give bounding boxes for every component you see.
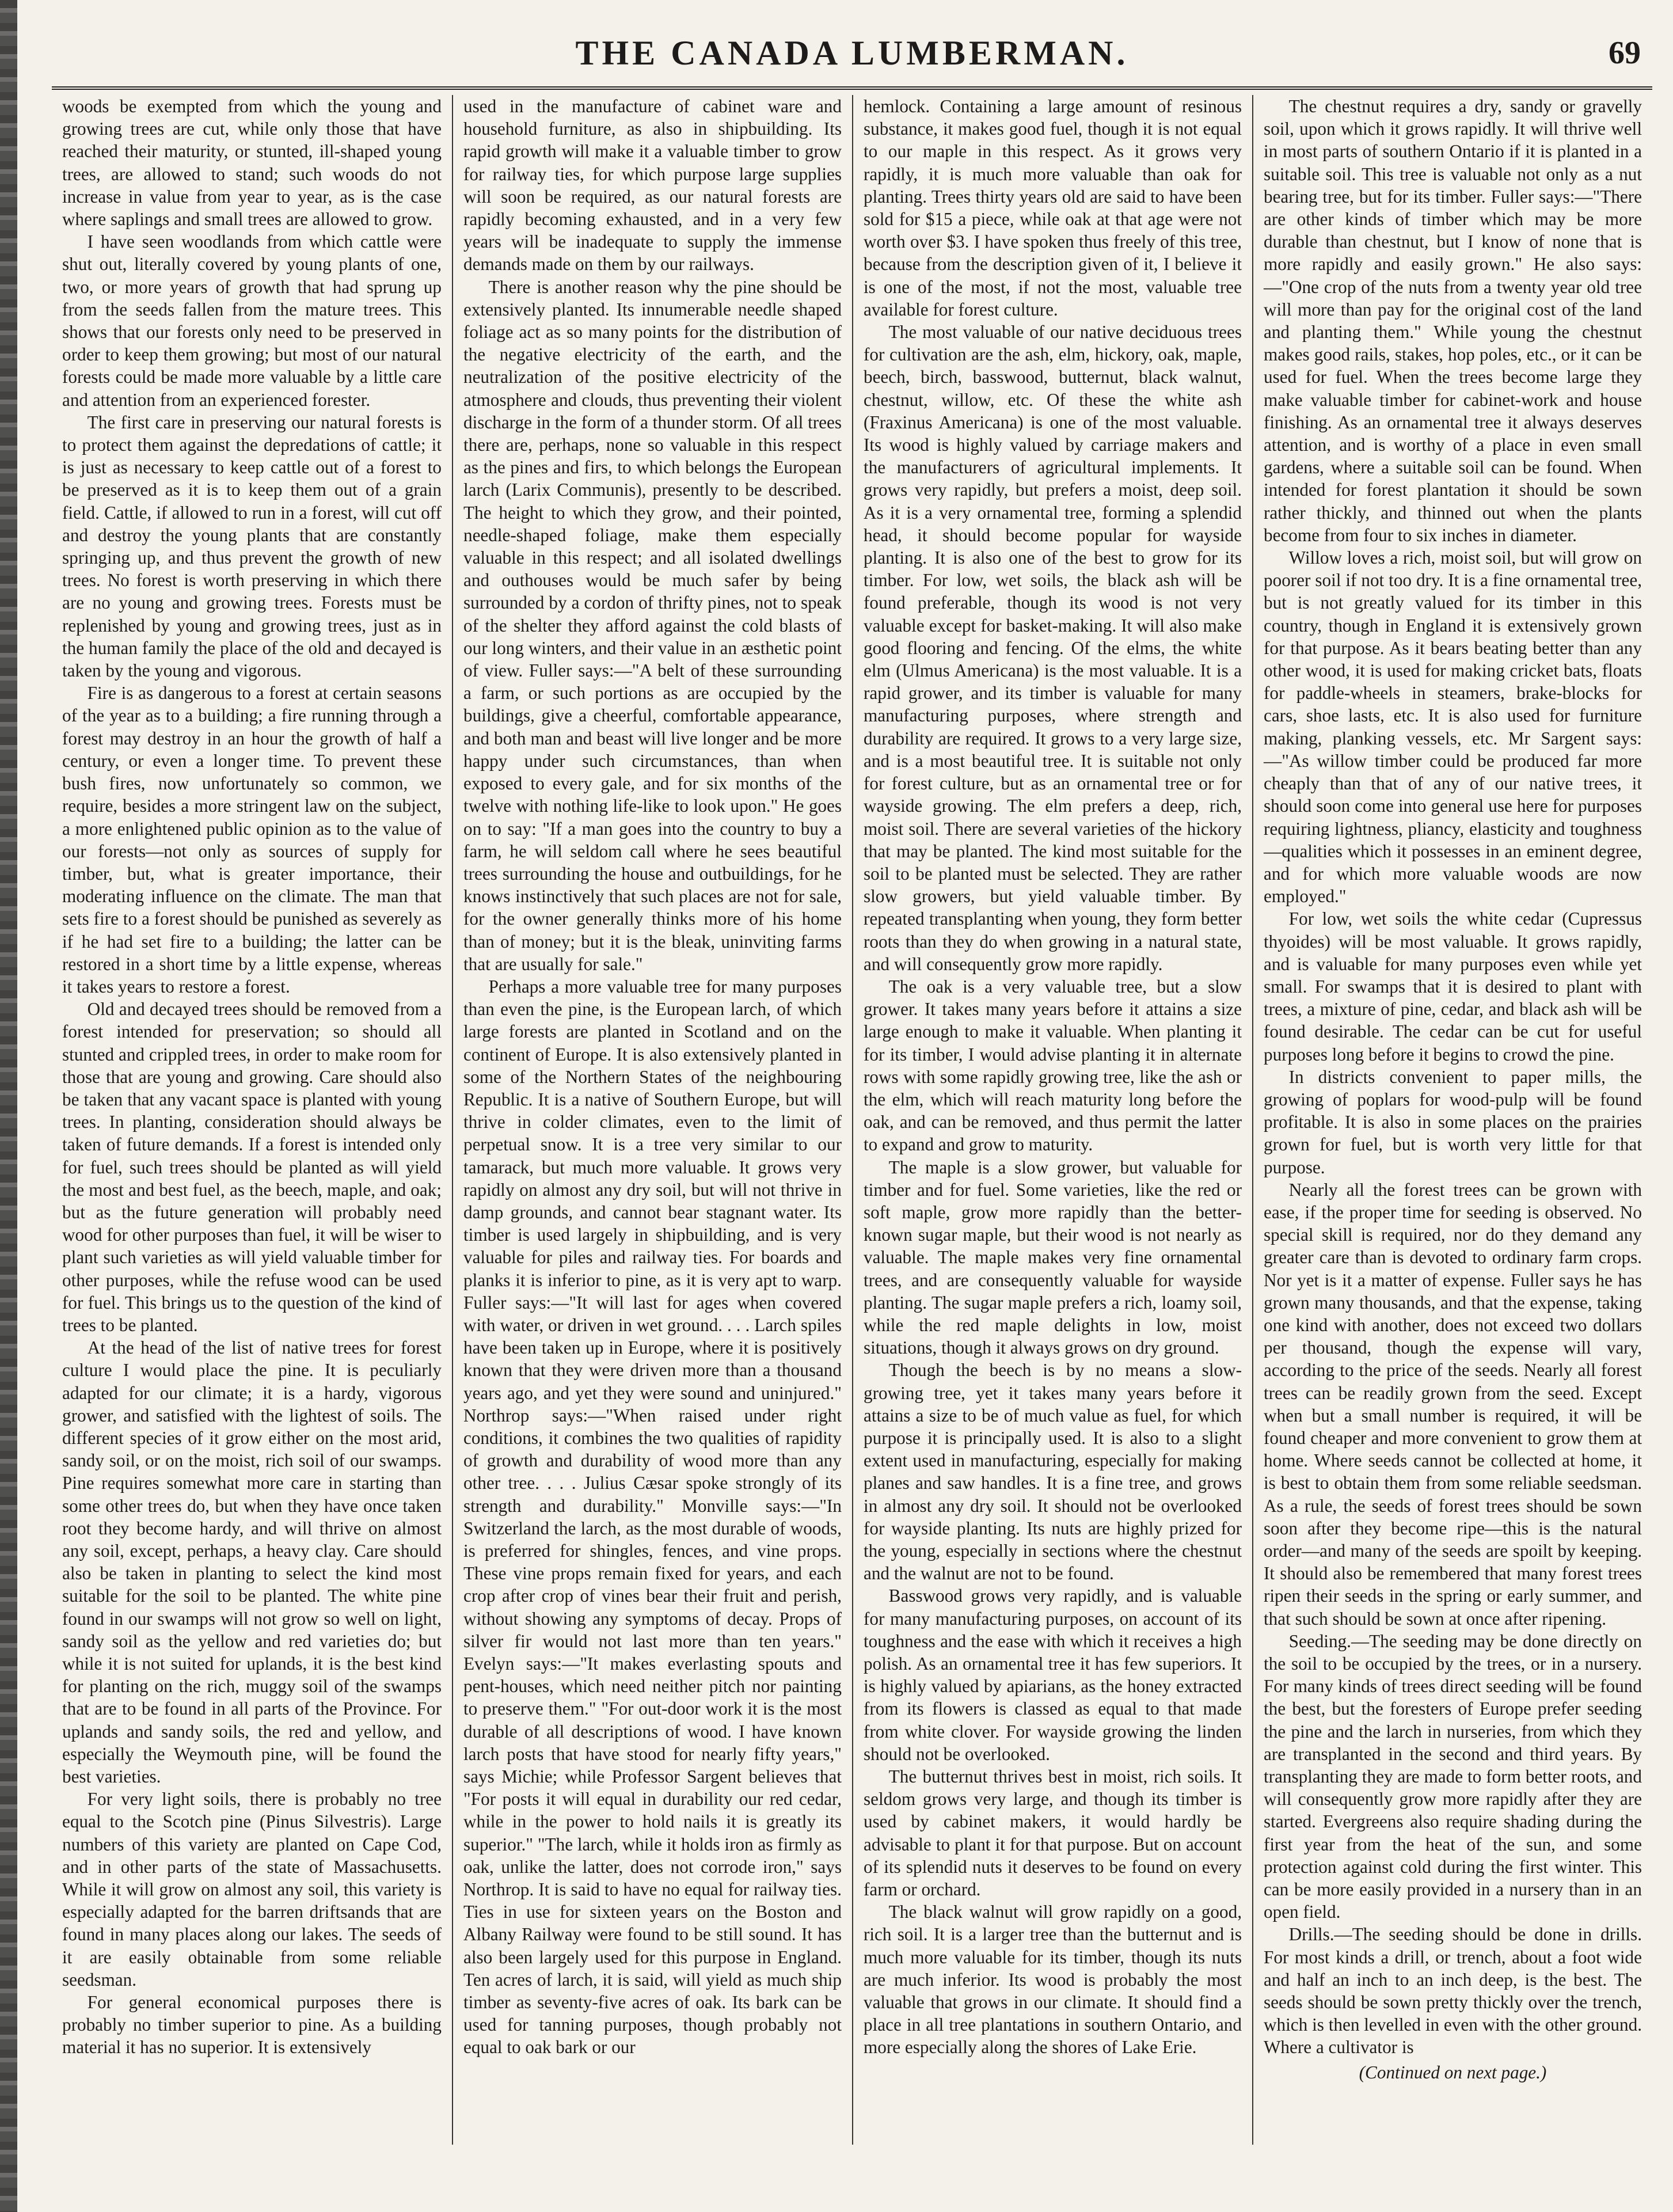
paragraph: For low, wet soils the white cedar (Cupressus thyoides) will be most valuable. It grows rapidly, and is valuable for many purposes even while yet small. For swamps that it is desired to plant with trees, a mixture of pine, cedar, and black ash will be found desirable. The cedar can be cut for useful purposes long before it begins to crowd the pine. — [1264, 909, 1642, 1065]
page-number: 69 — [1609, 35, 1641, 71]
paragraph: For very light soils, there is probably no tree equal to the Scotch pine (Pinus Silvestris). Large numbers of this variety are planted on Cape Cod, and in other parts of the state of Massachusetts. While it will grow on almost any soil, this variety is especially adapted for the barren driftsands that are found in many places along our lakes. The seeds of it are easily obtainable from some reliable seedsman. — [62, 1789, 442, 1990]
paragraph: For general economical purposes there is probably no timber superior to pine. As a building material it has no superior. It is extensively — [62, 1992, 442, 2058]
article-columns — [52, 95, 1652, 2145]
page-edge — [0, 0, 17, 2212]
paragraph: Willow loves a rich, moist soil, but will grow on poorer soil if not too dry. It is a fine ornamental tree, but is not greatly valued for its timber in this country, though in England it is extensively grown for that purpose. As it bears beating better than any other wood, it is used for making cricket bats, floats for paddle-wheels in steamers, brake-blocks for cars, shoe lasts, etc. It is also used for furniture making, planking vessels, etc. Mr Sargent says:—"As willow timber could be produced far more cheaply than that of any of our native trees, it should soon come into general use here for purposes requiring lightness, pliancy, elasticity and toughness—qualities which it possesses in an eminent degree, and for which more valuable woods are now employed." — [1264, 548, 1642, 907]
paragraph: The chestnut requires a dry, sandy or gravelly soil, upon which it grows rapidly. It will thrive well in most parts of southern Ontario if it is planted in a suitable soil. This tree is valuable not only as a nut bearing tree, but for its timber. Fuller says:—"There are other kinds of timber which may be more durable than chestnut, but I know of none that is more rapidly and easily grown." He also says:—"One crop of the nuts from a twenty year old tree will more than pay for the original cost of the land and planting them." While young the chestnut makes good rails, stakes, hop poles, etc., or it can be used for fuel. When the trees become large they make valuable timber for cabinet-work and house finishing. As an ornamental tree it always deserves attention, and is worthy of a place in even small gardens, where a suitable soil can be found. When intended for forest plantation it should be sown rather thickly, and thinned out when the plants become from four to six inches in diameter. — [1264, 96, 1642, 545]
paragraph: At the head of the list of native trees for forest culture I would place the pine. It is peculiarly adapted for our climate; it is a hardy, vigorous grower, and satisfied with the lightest of soils. The different species of it grow either on the most arid, sandy soil, or on the moist, rich soil of our swamps. Pine requires somewhat more care in starting than some other trees do, but when they have once taken root they become hardy, and will thrive on almost any soil, except, perhaps, a heavy clay. Care should also be taken in planting to select the kind most suitable for the soil to be planted. The white pine found in our swamps will not grow so well on light, sandy soil as the yellow and red varieties do; but while it is not suited for uplands, it is the best kind for planting on the rich, muggy soil of the swamps that are to be found in all parts of the Province. For uplands and sandy soils, the red and yellow, and especially the Weymouth pine, will be found the best varieties. — [62, 1337, 442, 1787]
column-1 — [52, 95, 452, 2145]
column-4-body — [1264, 95, 1642, 2084]
paragraph: There is another reason why the pine should be extensively planted. Its innumerable needle shaped foliage act as so many points for the distribution of the negative electricity of the earth, and the neutralization of the positive electricity of the atmosphere and clouds, thus preventing their violent discharge in the form of a thunder storm. Of all trees there are, perhaps, none so valuable in this respect as the pines and firs, to which belongs the European larch (Larix Communis), presently to be described. The height to which they grow, and their pointed, needle-shaped foliage, make them especially valuable in this respect; and all isolated dwellings and outhouses would be much safer by being surrounded by a cordon of thrifty pines, not to speak of the shelter they afford against the cold blasts of our long winters, and their value in an æsthetic point of view. Fuller says:—"A belt of these surrounding a farm, or such portions as are occupied by the buildings, give a cheerful, comfortable appearance, and both man and beast will live longer and be more happy under such circumstances, than when exposed to every gale, and for six months of the twelve with nothing life-like to look upon." He goes on to say: "If a man goes into the country to buy a farm, he will seldom call where he sees beautiful trees surrounding the house and outbuildings, for he knows instinctively that such places are not for sale, for the owner generally thinks more of his home than of money; but it is the bleak, uninviting farms that are usually for sale." — [463, 276, 842, 974]
page-header — [52, 29, 1652, 90]
paragraph: Perhaps a more valuable tree for many purposes than even the pine, is the European larch, of which large forests are planted in Scotland and on the continent of Europe. It is also extensively planted in some of the Northern States of the neighbouring Republic. It is a native of Southern Europe, but will thrive in colder climates, even to the limit of perpetual snow. It is a tree very similar to our tamarack, but much more valuable. It grows very rapidly on almost any dry soil, but will not thrive in damp grounds, and cannot bear stagnant water. Its timber is used largely in shipbuilding, and is very valuable for piles and railway ties. For boards and planks it is inferior to pine, as it is very apt to warp. Fuller says:—"It will last for ages when covered with water, or driven in wet ground. . . . Larch spiles have been taken up in Europe, where it is positively known that they were driven more than a thousand years ago, and yet they were sound and uninjured." Northrop says:—"When raised under right conditions, it combines the two qualities of rapidity of growth and durability of wood more than any other tree. . . . Julius Cæsar spoke strongly of its strength and durability." Monville says:—"In Switzerland the larch, as the most durable of woods, is preferred for shingles, fences, and vine props. These vine props remain fixed for years, and each crop after crop of vines bear their fruit and perish, without showing any symptoms of decay. Props of silver fir would not last more than ten years." Evelyn says:—"It makes everlasting spouts and pent-houses, which need neither pitch nor painting to preserve them." "For out-door work it is the most durable of all descriptions of wood. I have known larch posts that have stood for nearly fifty years," says Michie; while Professor Sargent believes that "For posts it will equal in durability our red cedar, while in the power to hold nails it is greatly its superior." "The larch, while it holds iron as firmly as oak, unlike the latter, does not corrode iron," says Northrop. It is said to have no equal for railway ties. Ties in use for sixteen years on the Boston and Albany Railway were found to be still sound. It has also been largely used for this purpose in England. Ten acres of larch, it is said, will yield as much ship timber as seventy-five acres of oak. Its bark can be used for tanning purposes, though probably not equal to oak bark or our — [463, 976, 842, 2058]
paragraph: The maple is a slow grower, but valuable for timber and for fuel. Some varieties, like the red or soft maple, grow more rapidly than the better-known sugar maple, but their wood is not nearly as valuable. The maple makes very fine ornamental trees, and are consequently valuable for wayside planting. The sugar maple prefers a rich, loamy soil, while the red maple delights in low, moist situations, though it always grows on dry ground. — [864, 1157, 1242, 1358]
paragraph: woods be exempted from which the young and growing trees are cut, while only those that have reached their maturity, or stunted, ill-shaped young trees, are allowed to stand; such woods do not increase in value from year to year, as is the case where saplings and small trees are allowed to grow. — [62, 96, 442, 230]
column-3 — [852, 95, 1252, 2145]
column-2 — [452, 95, 852, 2145]
paragraph: Seeding.—The seeding may be done directly on the soil to be occupied by the trees, or in a nursery. For many kinds of trees direct seeding will be found the best, but the foresters of Europe prefer seeding the pine and the larch in nurseries, from which they are transplanted in the second and third years. By transplanting they are made to form better roots, and will consequently grow more rapidly after they are started. Evergreens also require shading during the first year from the heat of the sun, and some protection against cold during the first winter. This can be more easily provided in a nursery than in an open field. — [1264, 1631, 1642, 1922]
paragraph: Nearly all the forest trees can be grown with ease, if the proper time for seeding is observed. No special skill is required, nor do they demand any greater care than is devoted to ordinary farm crops. Nor yet is it a matter of expense. Fuller says he has grown many thousands, and that the expense, taking one kind with another, does not exceed two dollars per thousand, though the expense will vary, according to the price of the seeds. Nearly all forest trees can be readily grown from the seed. Except when but a small number is required, it will be found cheaper and more convenient to grow them at home. Where seeds cannot be collected at home, it is best to obtain them from some reliable seedsman. As a rule, the seeds of forest trees should be sown soon after they become ripe—this is the natural order—and many of the seeds are spoilt by keeping. It should also be remembered that many forest trees ripen their seeds in the spring or early summer, and that such should be sown at once after ripening. — [1264, 1179, 1642, 1629]
paragraph: The butternut thrives best in moist, rich soils. It seldom grows very large, and though its timber is used by cabinet makers, it would hardly be advisable to plant it for that purpose. But on account of its splendid nuts it deserves to be found on every farm or orchard. — [864, 1766, 1242, 1900]
paragraph: Fire is as dangerous to a forest at certain seasons of the year as to a building; a fire running through a forest may destroy in an hour the growth of half a century, or even a longer time. To prevent these bush fires, now unfortunately so common, we require, besides a more stringent law on the subject, a more enlightened public opinion as to the value of our forests—not only as sources of supply for timber, but, what is greater importance, their moderating influence on the climate. The man that sets fire to a forest should be punished as severely as if he had set fire to a building; the latter can be restored in a short time by a little expense, whereas it takes years to restore a forest. — [62, 683, 442, 997]
paragraph: The most valuable of our native deciduous trees for cultivation are the ash, elm, hickory, oak, maple, beech, birch, basswood, butternut, black walnut, chestnut, willow, etc. Of these the white ash (Fraxinus Americana) is one of the most valuable. Its wood is highly valued by carriage makers and the manufacturers of agricultural implements. It grows very rapidly, but prefers a moist, deep soil. As it is a very ornamental tree, forming a splendid head, it should become popular for wayside planting. It is also one of the best to grow for its timber. For low, wet soils, the black ash will be found preferable, though its wood is not very valuable except for basket-making. It will also make good flooring and fencing. Of the elms, the white elm (Ulmus Americana) is the most valuable. It is a rapid grower, and its timber is valuable for many manufacturing purposes, where strength and durability are required. It grows to a very large size, and is a most beautiful tree. It is suitable not only for forest culture, but as an ornamental tree or for wayside growing. The elm prefers a deep, rich, moist soil. There are several varieties of the hickory that may be planted. The kind most suitable for the soil to be planted must be selected. They are rather slow growers, but yield valuable timber. By repeated transplanting when young, they form better roots than they do when growing in a natural state, and will consequently grow more rapidly. — [864, 322, 1242, 974]
paragraph: Basswood grows very rapidly, and is valuable for many manufacturing purposes, on account of its toughness and the ease with which it receives a high polish. As an ornamental tree it has few superiors. It is highly valued by apiarians, as the honey extracted from its flowers is classed as equal to that made from white clover. For wayside growing the linden should not be overlooked. — [864, 1586, 1242, 1764]
paragraph: Drills.—The seeding should be done in drills. For most kinds a drill, or trench, about a foot wide and half an inch to an inch deep, is the best. The seeds should be sown pretty thickly over the trench, which is then levelled in even with the other ground. Where a cultivator is — [1264, 1924, 1642, 2058]
paragraph: In districts convenient to paper mills, the growing of poplars for wood-pulp will be found profitable. It is also in some places on the prairies grown for fuel, but is worth very little for that purpose. — [1264, 1066, 1642, 1177]
paragraph: The oak is a very valuable tree, but a slow grower. It takes many years before it attains a size large enough to make it valuable. When planting it for its timber, I would advise planting it in alternate rows with some rapidly growing tree, like the ash or the elm, which will reach maturity long before the oak, and can be removed, and thus permit the latter to expand and grow to maturity. — [864, 976, 1242, 1155]
column-4 — [1252, 95, 1652, 2145]
paragraph: The black walnut will grow rapidly on a good, rich soil. It is a larger tree than the butternut and is much more valuable for its timber, though its nuts are much inferior. Its wood is probably the most valuable that grows in our climate. It should find a place in all tree plantations in southern Ontario, and more especially along the shores of Lake Erie. — [864, 1902, 1242, 2058]
paragraph: The first care in preserving our natural forests is to protect them against the depredations of cattle; it is just as necessary to keep cattle out of a forest to be preserved as it is to keep them out of a grain field. Cattle, if allowed to run in a forest, will cut off and destroy the young plants that are constantly springing up, and thus prevent the growth of new trees. No forest is worth preserving in which there are no young and growing trees. Forests must be replenished by young and growing trees, just as in the human family the place of the old and decayed is taken by the young and vigorous. — [62, 412, 442, 681]
paragraph: I have seen woodlands from which cattle were shut out, literally covered by young plants of one, two, or more years of growth that had sprung up from the seeds fallen from the mature trees. This shows that our forests only need to be preserved in order to keep them growing; but most of our natural forests could be made more valuable by a little care and attention from an experienced forester. — [62, 231, 442, 410]
paragraph: Though the beech is by no means a slow-growing tree, yet it takes many years before it attains a size to be of much value as fuel, for which purpose it is principally used. It is also to a slight extent used in manufacturing, especially for making planes and saw handles. It is a fine tree, and grows in almost any dry soil. It should not be overlooked for wayside planting. Its nuts are highly prized for the young, especially in sections where the chestnut and the walnut are not to be found. — [864, 1360, 1242, 1584]
paragraph: Old and decayed trees should be removed from a forest intended for preservation; so should all stunted and crippled trees, in order to make room for those that are young and growing. Care should also be taken that any vacant space is planted with young trees. In planting, consideration should always be taken of future demands. If a forest is intended only for fuel, such trees should be planted as will yield the most and best fuel, as the beech, maple, and oak; but as the future generation will probably need wood for other purposes than fuel, it will be wiser to plant such varieties as will yield valuable timber for other purposes, while the refuse wood can be used for fuel. This brings us to the question of the kind of trees to be planted. — [62, 999, 442, 1335]
continued-note: (Continued on next page.) — [1359, 2062, 1547, 2082]
paragraph: hemlock. Containing a large amount of resinous substance, it makes good fuel, though it is not equal to our maple in this respect. As it grows very rapidly, it is much more valuable than oak for planting. Trees thirty years old are said to have been sold for $15 a piece, while oak at that age were not worth over $3. I have spoken thus freely of this tree, because from the description given of it, I believe it is one of the most, if not the most, valuable tree available for forest culture. — [864, 96, 1242, 320]
masthead: THE CANADA LUMBERMAN. — [575, 34, 1129, 72]
paragraph: used in the manufacture of cabinet ware and household furniture, as also in shipbuilding. Its rapid growth will make it a valuable timber to grow for railway ties, for which purpose large supplies will soon be required, as our natural forests are rapidly becoming exhausted, and in a very few years will be inadequate to supply the immense demands made on them by our railways. — [463, 96, 842, 275]
